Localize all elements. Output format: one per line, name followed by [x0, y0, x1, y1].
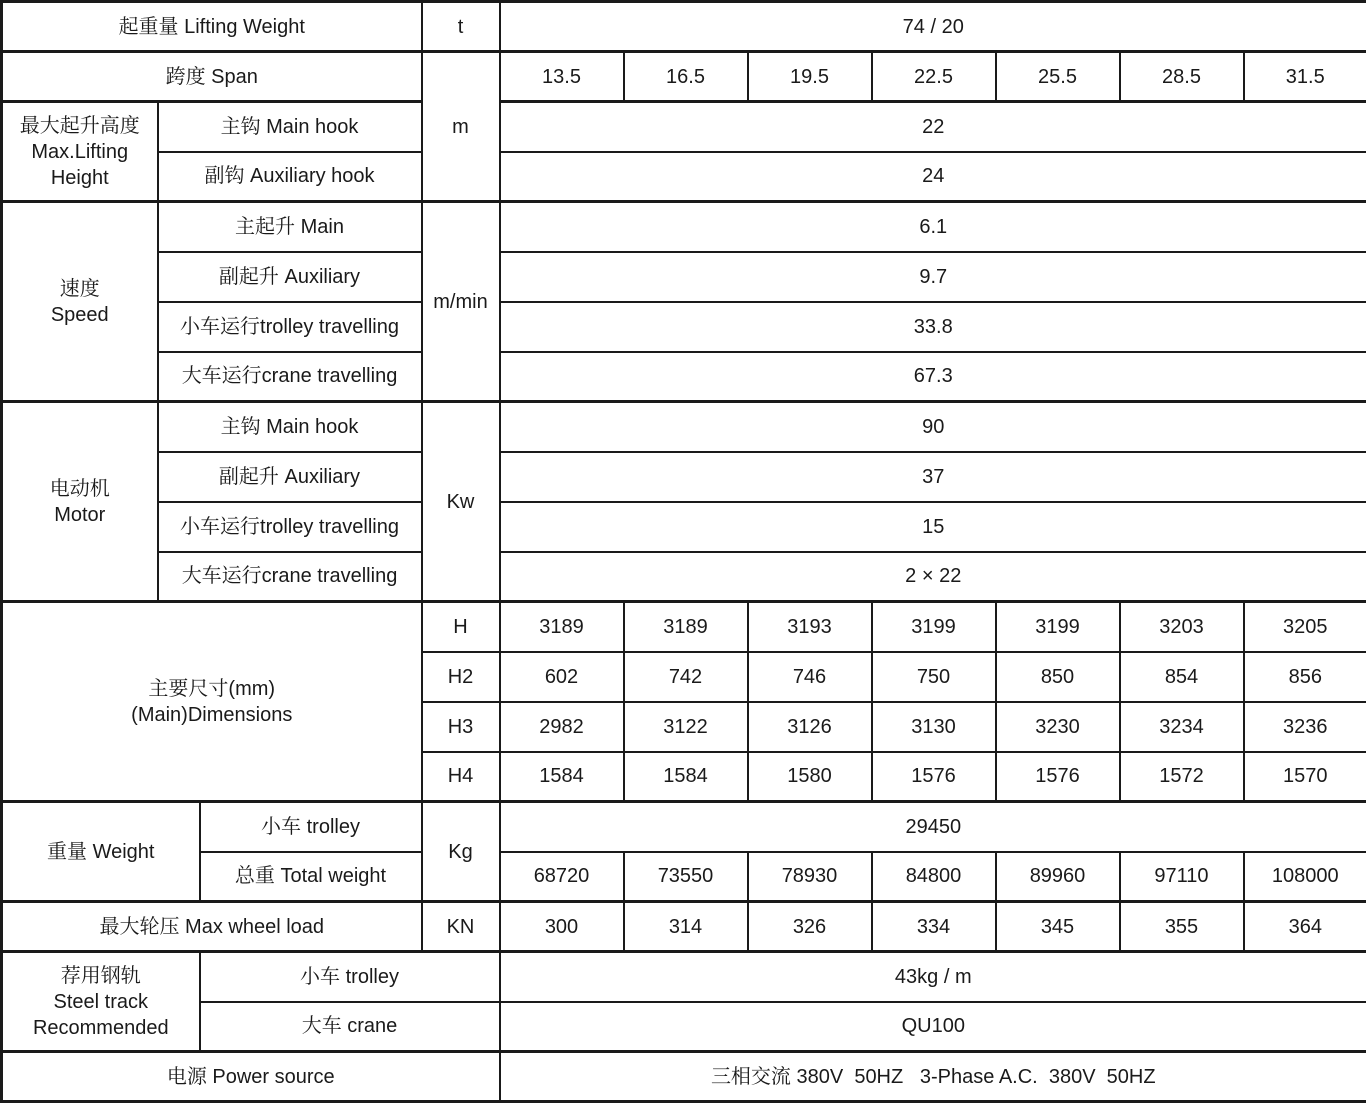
dimension-h-value-2: 3189 [624, 602, 748, 652]
dimension-h-value-5: 3199 [996, 602, 1120, 652]
max-wheel-load-value-2: 314 [624, 902, 748, 952]
row-speed-main [2, 202, 1366, 252]
aux-hook-height-label: 副钩 Auxiliary hook [158, 152, 422, 202]
motor-aux-value: 37 [500, 452, 1366, 502]
motor-unit: Kw [422, 402, 500, 602]
weight-unit: Kg [422, 802, 500, 902]
speed-unit: m/min [422, 202, 500, 402]
dimension-h2-value-7: 856 [1244, 652, 1366, 702]
dimension-h4-value-4: 1576 [872, 752, 996, 802]
row-speed-aux [2, 252, 1366, 302]
dimensions-label-en: (Main)Dimensions [131, 704, 292, 726]
motor-crane-label: 大车运行crane travelling [158, 552, 422, 602]
dimension-h-value-6: 3203 [1120, 602, 1244, 652]
speed-section-label [2, 202, 158, 402]
steel-track-label-en: Steel track Recommended [33, 991, 169, 1039]
weight-total-value-7: 108000 [1244, 852, 1366, 902]
weight-total-label: 总重 Total weight [200, 852, 422, 902]
dimension-h3-value-6: 3234 [1120, 702, 1244, 752]
dimension-h3-value-1: 2982 [500, 702, 624, 752]
dimension-h-value-4: 3199 [872, 602, 996, 652]
dimension-h3-value-4: 3130 [872, 702, 996, 752]
max-lifting-height-label [2, 102, 158, 202]
max-lifting-height-label-zh: 最大起升高度 [20, 115, 140, 137]
row-aux-hook-height [2, 152, 1366, 202]
span-height-unit: m [422, 52, 500, 202]
speed-label-zh: 速度 [60, 278, 100, 300]
dimensions-section-label [2, 602, 422, 802]
row-speed-trolley [2, 302, 1366, 352]
max-wheel-load-value-4: 334 [872, 902, 996, 952]
dimension-h4-value-5: 1576 [996, 752, 1120, 802]
weight-total-value-1: 68720 [500, 852, 624, 902]
motor-aux-label: 副起升 Auxiliary [158, 452, 422, 502]
span-value-4: 22.5 [872, 52, 996, 102]
dimension-h3-value-7: 3236 [1244, 702, 1366, 752]
steel-track-crane-value: QU100 [500, 1002, 1366, 1052]
dimension-h-name: H [422, 602, 500, 652]
dimension-h3-name: H3 [422, 702, 500, 752]
span-value-3: 19.5 [748, 52, 872, 102]
dimension-h4-value-2: 1584 [624, 752, 748, 802]
weight-total-value-3: 78930 [748, 852, 872, 902]
dimension-h4-value-1: 1584 [500, 752, 624, 802]
row-steel-track-crane [2, 1002, 1366, 1052]
lifting-weight-value: 74 / 20 [500, 2, 1366, 52]
weight-total-value-5: 89960 [996, 852, 1120, 902]
row-main-hook-height [2, 102, 1366, 152]
max-wheel-load-value-5: 345 [996, 902, 1120, 952]
lifting-weight-unit: t [422, 2, 500, 52]
speed-main-label: 主起升 Main [158, 202, 422, 252]
lifting-weight-label: 起重量 Lifting Weight [2, 2, 422, 52]
row-power-source [2, 1052, 1366, 1102]
row-motor-crane [2, 552, 1366, 602]
dimension-h-value-3: 3193 [748, 602, 872, 652]
speed-aux-value: 9.7 [500, 252, 1366, 302]
max-lifting-height-label-en: Max.Lifting Height [31, 141, 128, 189]
motor-crane-value: 2 × 22 [500, 552, 1366, 602]
weight-trolley-label: 小车 trolley [200, 802, 422, 852]
speed-main-value: 6.1 [500, 202, 1366, 252]
span-value-2: 16.5 [624, 52, 748, 102]
dimension-h4-value-7: 1570 [1244, 752, 1366, 802]
speed-crane-label: 大车运行crane travelling [158, 352, 422, 402]
row-weight-total [2, 852, 1366, 902]
dimension-h4-value-3: 1580 [748, 752, 872, 802]
max-wheel-load-value-3: 326 [748, 902, 872, 952]
dimensions-label-zh: 主要尺寸(mm) [148, 678, 275, 700]
max-wheel-load-unit: KN [422, 902, 500, 952]
max-wheel-load-value-1: 300 [500, 902, 624, 952]
steel-track-crane-label: 大车 crane [200, 1002, 500, 1052]
dimension-h3-value-2: 3122 [624, 702, 748, 752]
dimension-h2-value-3: 746 [748, 652, 872, 702]
max-wheel-load-value-7: 364 [1244, 902, 1366, 952]
speed-label-en: Speed [51, 304, 109, 326]
steel-track-section-label [2, 952, 200, 1052]
row-motor-aux [2, 452, 1366, 502]
dimension-h3-value-3: 3126 [748, 702, 872, 752]
dimension-h-value-7: 3205 [1244, 602, 1366, 652]
dimension-h2-name: H2 [422, 652, 500, 702]
speed-trolley-label: 小车运行trolley travelling [158, 302, 422, 352]
main-hook-height-label: 主钩 Main hook [158, 102, 422, 152]
row-lifting-weight [2, 2, 1366, 52]
motor-trolley-value: 15 [500, 502, 1366, 552]
weight-total-value-2: 73550 [624, 852, 748, 902]
motor-label-en: Motor [54, 504, 105, 526]
dimension-h2-value-1: 602 [500, 652, 624, 702]
motor-trolley-label: 小车运行trolley travelling [158, 502, 422, 552]
max-wheel-load-value-6: 355 [1120, 902, 1244, 952]
span-label: 跨度 Span [2, 52, 422, 102]
dimension-h2-value-6: 854 [1120, 652, 1244, 702]
main-hook-height-value: 22 [500, 102, 1366, 152]
power-source-value: 三相交流 380V 50HZ 3-Phase A.C. 380V 50HZ [500, 1052, 1366, 1102]
power-source-label: 电源 Power source [2, 1052, 500, 1102]
row-dimension-h [2, 602, 1366, 652]
steel-track-label-zh: 荐用钢轨 [61, 965, 141, 987]
span-value-6: 28.5 [1120, 52, 1244, 102]
speed-crane-value: 67.3 [500, 352, 1366, 402]
row-motor-main [2, 402, 1366, 452]
span-value-1: 13.5 [500, 52, 624, 102]
row-span [2, 52, 1366, 102]
row-steel-track-trolley [2, 952, 1366, 1002]
max-wheel-load-label: 最大轮压 Max wheel load [2, 902, 422, 952]
dimension-h-value-1: 3189 [500, 602, 624, 652]
motor-main-label: 主钩 Main hook [158, 402, 422, 452]
dimension-h4-name: H4 [422, 752, 500, 802]
weight-section-label: 重量 Weight [2, 802, 200, 902]
dimension-h2-value-5: 850 [996, 652, 1120, 702]
weight-total-value-4: 84800 [872, 852, 996, 902]
motor-section-label [2, 402, 158, 602]
steel-track-trolley-value: 43kg / m [500, 952, 1366, 1002]
span-value-7: 31.5 [1244, 52, 1366, 102]
dimension-h2-value-2: 742 [624, 652, 748, 702]
aux-hook-height-value: 24 [500, 152, 1366, 202]
weight-total-value-6: 97110 [1120, 852, 1244, 902]
speed-aux-label: 副起升 Auxiliary [158, 252, 422, 302]
steel-track-trolley-label: 小车 trolley [200, 952, 500, 1002]
dimension-h3-value-5: 3230 [996, 702, 1120, 752]
weight-trolley-value: 29450 [500, 802, 1366, 852]
dimension-h4-value-6: 1572 [1120, 752, 1244, 802]
speed-trolley-value: 33.8 [500, 302, 1366, 352]
row-max-wheel-load [2, 902, 1366, 952]
row-motor-trolley [2, 502, 1366, 552]
motor-main-value: 90 [500, 402, 1366, 452]
motor-label-zh: 电动机 [50, 478, 110, 500]
dimension-h2-value-4: 750 [872, 652, 996, 702]
row-weight-trolley [2, 802, 1366, 852]
span-value-5: 25.5 [996, 52, 1120, 102]
row-speed-crane [2, 352, 1366, 402]
